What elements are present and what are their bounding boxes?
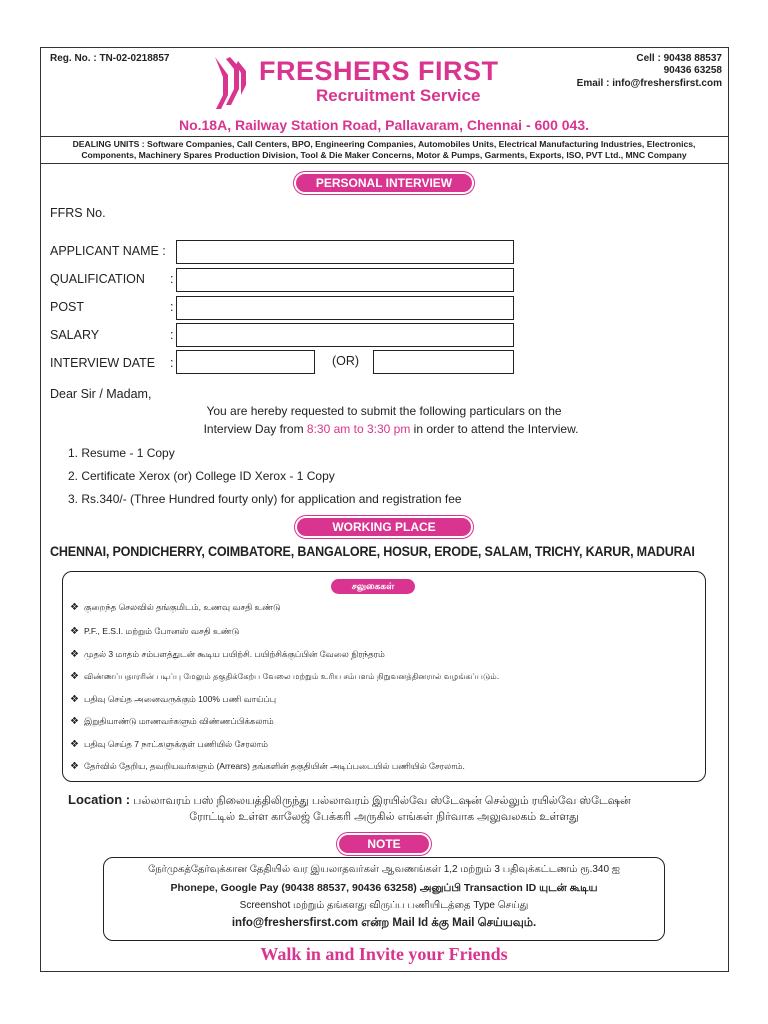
diamond-bullet-icon: ❖ (70, 761, 79, 772)
company-subtitle: Recruitment Service (316, 86, 481, 105)
request-line-1: You are hereby requested to submit the following particulars on the (206, 404, 562, 418)
applicant-name-label: APPLICANT NAME : (50, 244, 166, 258)
location-text-1: பல்லாவரம் பஸ் நிலையத்திலிருந்து பல்லாவரம் இரயில்வே ஸ்டேஷன் செல்லும் ரயில்வே ஸ்டேஷன் (133, 795, 631, 807)
diamond-bullet-icon: ❖ (70, 671, 79, 682)
qualification-label: QUALIFICATION (50, 272, 145, 286)
diamond-bullet-icon: ❖ (70, 716, 79, 727)
location-label: Location : (68, 792, 131, 807)
personal-interview-heading: PERSONAL INTERVIEW (296, 174, 472, 192)
request-line-2 (0, 422, 768, 436)
interview-date-label: INTERVIEW DATE (50, 356, 156, 370)
benefit-item: ❖ விண்ணப்பதாரரின் படிப்பு மேலும் தகுதிக்கேற்ப வேலை மற்றும் உரிய சம்பளம் நிறுவனத்தினரால் வழங்கப்படும். (70, 671, 500, 682)
qualification-colon: : (170, 272, 174, 286)
note-line-4: info@freshersfirst.com என்ற Mail Id க்கு Mail செய்யவும். (231, 917, 537, 929)
post-field[interactable] (176, 296, 514, 320)
diamond-bullet-icon: ❖ (70, 694, 79, 705)
diamond-bullet-icon: ❖ (70, 649, 79, 660)
salary-colon: : (170, 328, 174, 342)
interview-date-field[interactable] (176, 350, 315, 374)
benefit-item: ❖ குறைந்த செலவில் தங்குமிடம், உணவு வசதி உண்டு (70, 602, 281, 613)
divider-bottom (41, 163, 728, 164)
request-line-2-post: in order to attend the Interview. (410, 422, 579, 436)
note-line-2: Phonepe, Google Pay (90438 88537, 90436 63258) அனுப்பி Transaction ID யுடன் கூடிய (170, 882, 598, 894)
or-label: (OR) (332, 354, 360, 368)
footer-tagline: Walk in and Invite your Friends (260, 944, 508, 964)
benefit-item: ❖ பதிவு செய்த 7 நாட்களுக்குள் பணியில் சேரலாம் (70, 739, 268, 750)
applicant-name-field[interactable] (176, 240, 514, 264)
location-line-2: ரோட்டில் உள்ள காலேஜ் பேக்கரி அருகில் எங்கள் நிர்வாக அலுவலகம் உள்ளது (189, 811, 579, 823)
company-name: FRESHERS FIRST (259, 56, 499, 86)
registration-number: Reg. No. : TN-02-0218857 (50, 53, 170, 64)
note-line-3: Screenshot மற்றும் தங்களது விருப்ப பணியிடத்தை Type செய்து (239, 900, 529, 911)
note-heading: NOTE (339, 835, 429, 853)
post-colon: : (170, 300, 174, 314)
ff-logo-icon (212, 55, 250, 111)
diamond-bullet-icon: ❖ (70, 626, 79, 637)
note-line-1: நேர்முகத்தேர்வுக்கான தேதியில் வர இயலாதவர்கள் ஆவணங்கள் 1,2 மற்றும் 3 பதிவுக்கட்டணம் ரூ.340 ஐ (148, 864, 620, 875)
request-line-2-pre: Interview Day from (203, 422, 307, 436)
interview-date-colon: : (170, 356, 174, 370)
divider-top (41, 136, 728, 137)
salutation: Dear Sir / Madam, (50, 387, 152, 401)
post-label: POST (50, 300, 85, 314)
working-places-list: CHENNAI, PONDICHERRY, COIMBATORE, BANGALORE, HOSUR, ERODE, SALAM, TRICHY, KARUR, MADURAI (50, 544, 695, 559)
requirement-item: 2. Certificate Xerox (or) College ID Xerox - 1 Copy (68, 469, 335, 483)
benefits-heading: சலுகைகள் (331, 579, 415, 594)
contact-phones (636, 53, 722, 77)
requirement-item: 1. Resume - 1 Copy (68, 446, 175, 460)
dealing-units (44, 139, 724, 161)
phone-line-1: Cell : 90438 88537 (636, 53, 722, 64)
benefit-item: ❖ முதல் 3 மாதம் சம்பளத்துடன் கூடிய பயிற்சி. பயிற்சிக்குப்பின் வேலை நிரந்தரம் (70, 649, 385, 660)
salary-label: SALARY (50, 328, 100, 342)
dealing-units-line-1: DEALING UNITS : Software Companies, Call Centers, BPO, Engineering Companies, Automobiles Units, Electrical Manufacturing Industries, Electronics, (72, 139, 696, 149)
benefit-item: ❖ தேர்வில் தேறிய, தவறியவர்களும் (Arrears) தங்களின் தகுதியின் அடிப்படையில் பணியில் சேரலாம். (70, 761, 465, 772)
interview-timing: 8:30 am to 3:30 pm (306, 422, 411, 436)
diamond-bullet-icon: ❖ (70, 739, 79, 750)
working-place-heading: WORKING PLACE (297, 518, 471, 536)
benefit-item: ❖ பதிவு செய்த அனைவருக்கும் 100% பணி வாய்ப்பு (70, 694, 277, 705)
location-line-1 (68, 792, 631, 809)
benefit-item: ❖ P.F., E.S.I. மற்றும் போனஸ் வசதி உண்டு (70, 626, 240, 637)
requirement-item: 3. Rs.340/- (Three Hundred fourty only) for application and registration fee (68, 492, 462, 506)
ffrs-label: FFRS No. (50, 206, 106, 220)
contact-email: Email : info@freshersfirst.com (576, 78, 722, 89)
diamond-bullet-icon: ❖ (70, 602, 79, 613)
phone-line-2: 90436 63258 (663, 65, 722, 76)
qualification-field[interactable] (176, 268, 514, 292)
dealing-units-line-2: Components, Machinery Spares Production Division, Tool & Die Maker Concerns, Motor & Pumps, Garments, Exports, ISO, PVT Ltd., MNC Company (81, 150, 687, 160)
company-address: No.18A, Railway Station Road, Pallavaram, Chennai - 600 043. (178, 117, 590, 133)
benefit-item: ❖ இறுதியாண்டு மாணவர்களும் விண்ணப்பிக்கலாம் (70, 716, 274, 727)
alternate-date-field[interactable] (373, 350, 514, 374)
salary-field[interactable] (176, 323, 514, 347)
